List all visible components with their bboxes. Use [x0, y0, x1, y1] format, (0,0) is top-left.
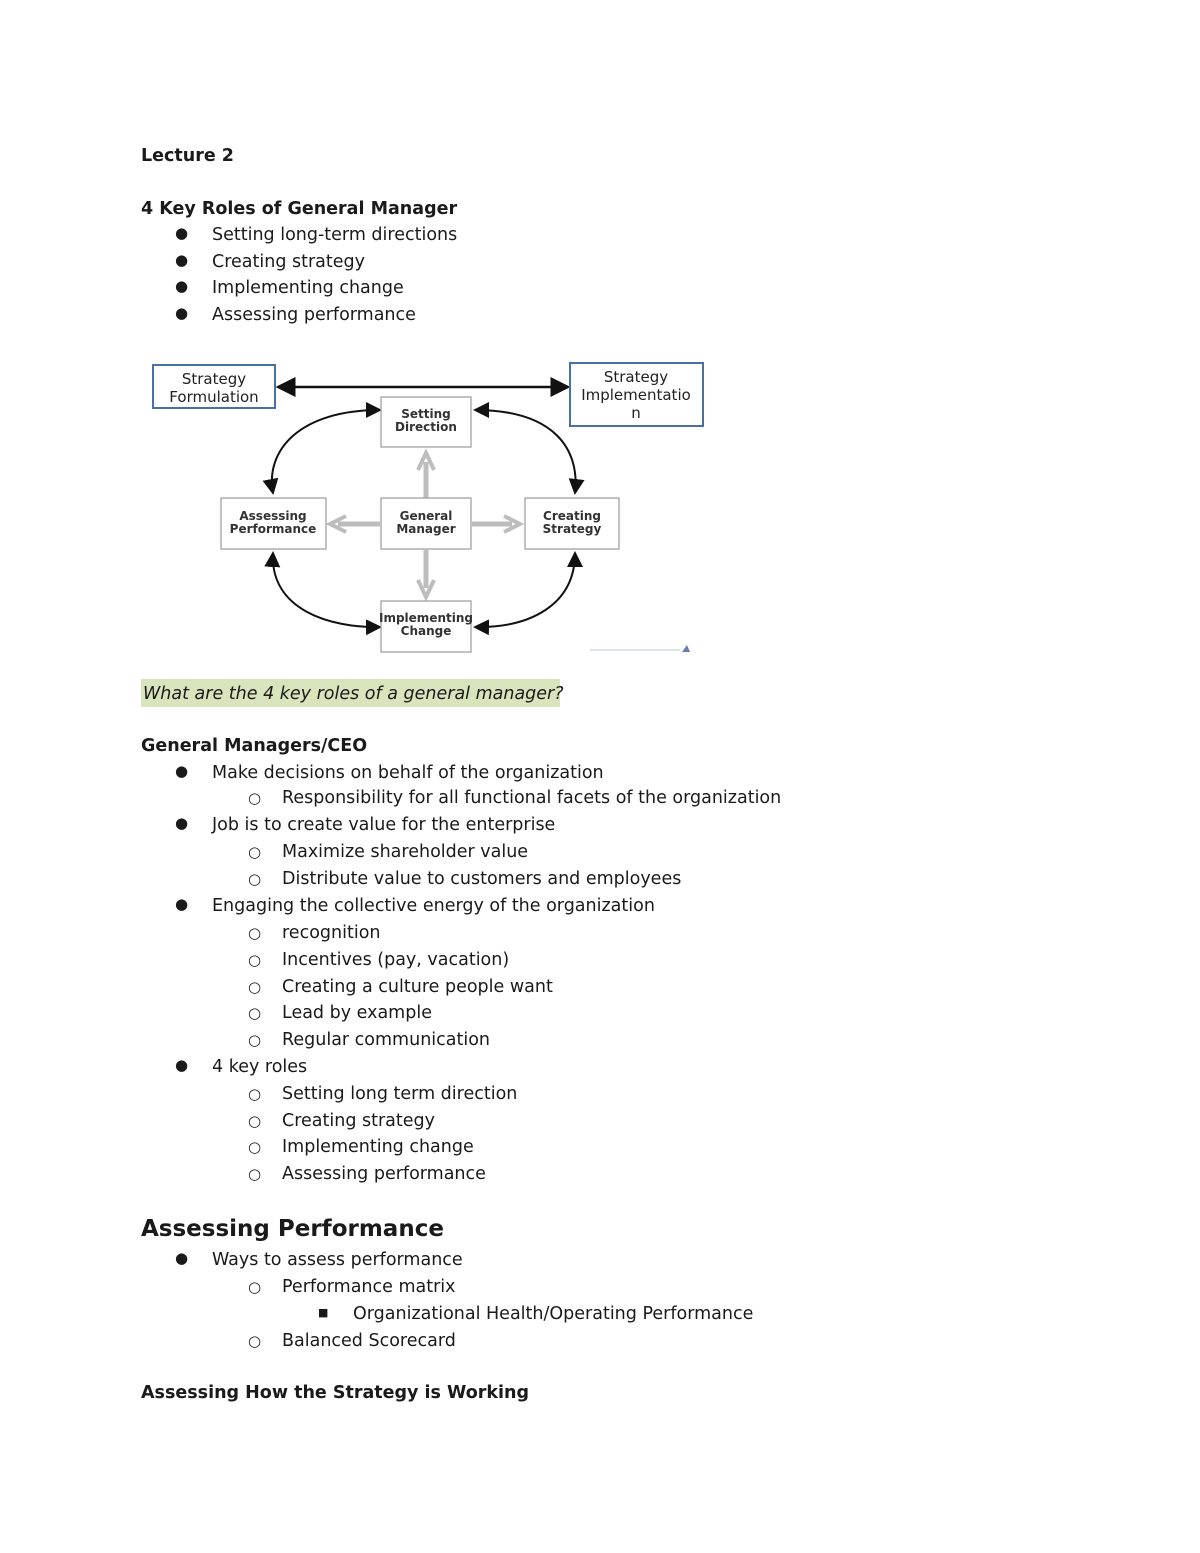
sub-list-item: Performance matrix: [282, 1277, 456, 1297]
circle-bullet-icon: ○: [248, 1031, 262, 1049]
list-item: 4 key roles: [212, 1057, 308, 1077]
circle-bullet-icon: ○: [248, 1278, 262, 1296]
general-manager-box: [381, 498, 471, 549]
curve-arrow-bottom-left: [273, 553, 380, 627]
section-heading-strategy-working: Assessing How the Strategy is Working: [141, 1383, 529, 1403]
strategy-formulation-box: [153, 365, 275, 408]
setting-direction-line1: Setting: [401, 407, 451, 421]
creating-strategy-box: [525, 498, 619, 549]
strategy-implementation-line3: n: [631, 404, 641, 422]
strategy-implementation-box: [570, 363, 703, 426]
assessing-performance-box: [221, 498, 326, 549]
strategy-formulation-line2: Formulation: [169, 388, 259, 406]
sub-list-item: recognition: [282, 923, 381, 943]
creating-strategy-line1: Creating: [543, 509, 601, 523]
implementing-change-line1: Implementing: [379, 611, 473, 625]
assessing-performance-line2: Performance: [229, 522, 317, 536]
list-item: Engaging the collective energy of the organization: [212, 896, 655, 916]
list-item: Job is to create value for the enterprise: [212, 815, 556, 835]
list-item: Creating strategy: [212, 252, 365, 272]
circle-bullet-icon: ○: [248, 870, 262, 888]
sub-list-item: Lead by example: [282, 1003, 432, 1023]
setting-direction-box: [381, 397, 471, 447]
bullet-icon: ●: [175, 1249, 189, 1267]
sub-list-item: Maximize shareholder value: [282, 842, 529, 862]
implementing-change-box: [379, 601, 473, 652]
strategy-implementation-line2: Implementatio: [581, 386, 691, 404]
bullet-icon: ●: [175, 895, 189, 913]
bullet-icon: ●: [175, 304, 189, 322]
list-item: Setting long-term directions: [212, 225, 458, 245]
strategy-formulation-line1: Strategy: [181, 370, 247, 388]
general-manager-line2: Manager: [396, 522, 456, 536]
sub-list-item: Responsibility for all functional facets of the organization: [282, 788, 782, 808]
curve-arrow-bottom-right: [475, 553, 575, 627]
sub-list-item: Creating strategy: [282, 1111, 435, 1131]
square-bullet-icon: ■: [318, 1306, 329, 1319]
circle-bullet-icon: ○: [248, 1112, 262, 1130]
sub-list-item: Distribute value to customers and employees: [282, 869, 682, 889]
circle-bullet-icon: ○: [248, 1004, 262, 1022]
circle-bullet-icon: ○: [248, 1085, 262, 1103]
bullet-icon: ●: [175, 762, 189, 780]
sub-list-item: Incentives (pay, vacation): [282, 950, 510, 970]
section-heading-general-managers: General Managers/CEO: [141, 736, 368, 756]
circle-bullet-icon: ○: [248, 789, 262, 807]
sub-list-item: Regular communication: [282, 1030, 491, 1050]
section-heading-assessing-performance: Assessing Performance: [141, 1216, 444, 1242]
section-heading-key-roles: 4 Key Roles of General Manager: [141, 199, 458, 219]
list-item: Assessing performance: [212, 305, 416, 325]
bullet-icon: ●: [175, 224, 189, 242]
creating-strategy-line2: Strategy: [542, 522, 602, 536]
circle-bullet-icon: ○: [248, 1332, 262, 1350]
general-manager-line1: General: [399, 509, 453, 523]
circle-bullet-icon: ○: [248, 843, 262, 861]
circle-bullet-icon: ○: [248, 978, 262, 996]
list-item: Ways to assess performance: [212, 1250, 463, 1270]
sub-list-item: Implementing change: [282, 1137, 474, 1157]
curve-arrow-top-right: [475, 410, 576, 493]
implementing-change-line2: Change: [400, 624, 452, 638]
bullet-icon: ●: [175, 814, 189, 832]
general-manager-roles-diagram: [150, 360, 710, 660]
sub-sub-list-item: Organizational Health/Operating Performance: [353, 1304, 754, 1324]
list-item: Make decisions on behalf of the organization: [212, 763, 604, 783]
sub-list-item: Assessing performance: [282, 1164, 486, 1184]
curve-arrow-top-left: [272, 410, 380, 493]
bullet-icon: ●: [175, 1056, 189, 1074]
sub-list-item: Creating a culture people want: [282, 977, 553, 997]
question-text: What are the 4 key roles of a general manager?: [143, 684, 564, 704]
list-item: Implementing change: [212, 278, 404, 298]
bullet-icon: ●: [175, 277, 189, 295]
circle-bullet-icon: ○: [248, 924, 262, 942]
setting-direction-line2: Direction: [395, 420, 457, 434]
sub-list-item: Setting long term direction: [282, 1084, 518, 1104]
strategy-implementation-line1: Strategy: [603, 368, 669, 386]
lecture-title: Lecture 2: [141, 146, 234, 166]
sub-list-item: Balanced Scorecard: [282, 1331, 456, 1351]
circle-bullet-icon: ○: [248, 1138, 262, 1156]
circle-bullet-icon: ○: [248, 1165, 262, 1183]
bullet-icon: ●: [175, 251, 189, 269]
artifact-mark: [682, 645, 690, 652]
assessing-performance-line1: Assessing: [239, 509, 307, 523]
circle-bullet-icon: ○: [248, 951, 262, 969]
